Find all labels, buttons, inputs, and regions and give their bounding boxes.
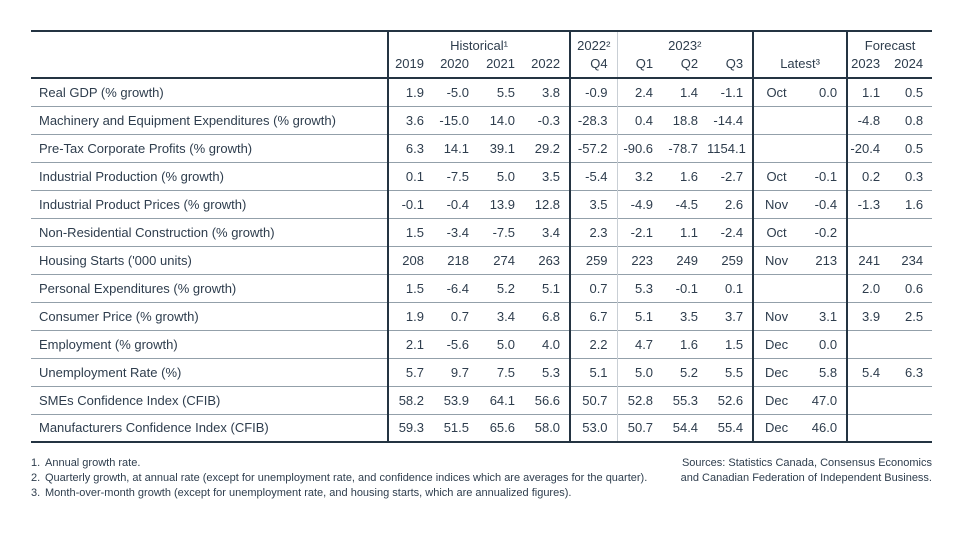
value-2022: 4.0 [541, 336, 561, 352]
latest-value: 213 [815, 252, 838, 268]
value-2023-q1: 5.3 [617, 274, 662, 302]
table-row [31, 134, 932, 162]
value-2023-q2: -0.1 [675, 280, 699, 296]
forecast-2024: 1.6 [905, 196, 924, 212]
value-2023-q2: 3.5 [679, 308, 699, 324]
value-2019: 208 [388, 246, 433, 274]
value-2023-q1: 223 [617, 246, 662, 274]
value-2023-q2: 5.2 [679, 364, 699, 380]
value-2022: 263 [538, 252, 561, 268]
latest-value: 5.8 [818, 364, 838, 380]
row-label: Real GDP (% growth) [39, 84, 164, 100]
value-2023-q2: 249 [676, 252, 699, 268]
value-2023-q1: -90.6 [617, 134, 662, 162]
value-2023-q2: 1.6 [679, 168, 699, 184]
forecast-2023: 3.9 [847, 302, 889, 330]
footnotes [31, 456, 647, 501]
col-header-forecast-2024: 2024 [894, 56, 924, 71]
latest-month: Dec [753, 358, 799, 386]
row-label: Industrial Production (% growth) [39, 168, 224, 184]
forecast-2023: -20.4 [847, 134, 889, 162]
value-2019: 6.3 [388, 134, 433, 162]
forecast-2023: 241 [847, 246, 889, 274]
latest-month: Oct [753, 218, 799, 246]
value-2020: -7.5 [446, 168, 469, 184]
value-2023-q1: 0.4 [617, 106, 662, 134]
forecast-2024: 6.3 [905, 364, 924, 380]
value-2023-q2: -4.5 [675, 196, 699, 212]
value-2019: -0.1 [388, 190, 433, 218]
value-2022: 3.8 [541, 84, 561, 100]
forecast-2023: 1.1 [847, 78, 889, 106]
value-2021: 5.0 [496, 168, 515, 184]
forecast-2024: 0.3 [905, 168, 924, 184]
value-2021: 5.2 [496, 280, 515, 296]
historical-group-header: Historical¹ [388, 31, 570, 54]
table-row [31, 330, 932, 358]
forecast-2023: 5.4 [847, 358, 889, 386]
value-2023-q2: 54.4 [672, 420, 699, 436]
col-header-2019: 2019 [388, 54, 433, 78]
value-2021: 5.5 [496, 84, 515, 100]
latest-value: -0.4 [814, 196, 838, 212]
latest-month: Oct [753, 78, 799, 106]
value-2023-q1: 5.1 [617, 302, 662, 330]
value-2022-q4: 2.2 [570, 330, 617, 358]
sources-line-2: and Canadian Federation of Independent Business. [680, 472, 932, 484]
economic-indicators-table [31, 30, 932, 443]
value-2021: 5.0 [496, 336, 515, 352]
latest-value [799, 274, 847, 302]
2023-group-header: 2023² [617, 31, 753, 54]
value-2021: 39.1 [489, 140, 515, 156]
value-2022: 3.5 [541, 168, 561, 184]
value-2020: 9.7 [450, 364, 469, 380]
forecast-2023: 2.0 [847, 274, 889, 302]
value-2019: 1.9 [388, 302, 433, 330]
value-2020: 218 [447, 252, 469, 268]
row-label: SMEs Confidence Index (CFIB) [39, 392, 221, 408]
value-2021: 274 [493, 252, 515, 268]
value-2023-q2: 55.3 [672, 392, 699, 408]
forecast-2024: 0.5 [905, 84, 924, 100]
value-2021: 65.6 [489, 420, 515, 436]
sources [681, 456, 932, 486]
latest-month [753, 274, 799, 302]
footnote-number: 2. [31, 472, 41, 484]
table-row [31, 190, 932, 218]
footnote-number: 3. [31, 487, 41, 499]
value-2021: 64.1 [489, 392, 515, 408]
forecast-2024: 0.8 [905, 112, 924, 128]
col-header-q1: Q1 [617, 54, 662, 78]
footnote-text: Month-over-month growth (except for unemployment rate, and housing starts, which are annualized figures). [45, 487, 572, 499]
value-2023-q1: 2.4 [617, 78, 662, 106]
forecast-group-header: Forecast [847, 31, 932, 54]
table-row [31, 78, 932, 106]
value-2022-q4: 53.0 [570, 414, 617, 442]
footnote-text: Annual growth rate. [45, 457, 141, 469]
value-2023-q1: -2.1 [617, 218, 662, 246]
forecast-2024 [889, 386, 932, 414]
forecast-2023: 0.2 [847, 162, 889, 190]
value-2020: -3.4 [446, 224, 469, 240]
latest-month [753, 106, 799, 134]
latest-value: -0.2 [814, 224, 838, 240]
row-label: Pre-Tax Corporate Profits (% growth) [39, 140, 253, 156]
value-2021: -7.5 [492, 224, 515, 240]
col-header-2022: 2022 [531, 56, 561, 71]
group-header-row [31, 31, 932, 54]
latest-month [753, 134, 799, 162]
value-2023-q3: 52.6 [717, 392, 744, 408]
value-2023-q1: 50.7 [617, 414, 662, 442]
value-2022-q4: 6.7 [570, 302, 617, 330]
value-2019: 2.1 [388, 330, 433, 358]
value-2022: 29.2 [534, 140, 561, 156]
value-2019: 59.3 [388, 414, 433, 442]
value-2022: 12.8 [534, 196, 561, 212]
value-2023-q3: 0.1 [724, 280, 744, 296]
value-2022-q4: 50.7 [570, 386, 617, 414]
value-2019: 1.5 [388, 274, 433, 302]
value-2020: -15.0 [439, 112, 469, 128]
value-2023-q3: -2.7 [720, 168, 744, 184]
value-2022: 5.3 [541, 364, 561, 380]
value-2022-q4: -0.9 [570, 78, 617, 106]
value-2023-q1: -4.9 [617, 190, 662, 218]
col-header-q2: Q2 [680, 56, 699, 71]
value-2023-q3: -2.4 [720, 224, 744, 240]
latest-value: 46.0 [811, 420, 838, 436]
latest-value: 3.1 [818, 308, 838, 324]
forecast-2024 [889, 218, 932, 246]
latest-value: 0.0 [818, 84, 838, 100]
value-2022-q4: 259 [570, 246, 617, 274]
latest-value: 0.0 [818, 336, 838, 352]
value-2022: 5.1 [541, 280, 561, 296]
footnote-line [31, 486, 647, 501]
value-2023-q3: -1.1 [720, 84, 744, 100]
value-2022: 3.4 [541, 224, 561, 240]
forecast-2024: 0.5 [905, 140, 924, 156]
latest-month: Dec [753, 330, 799, 358]
value-2023-q2: 1.4 [679, 84, 699, 100]
value-2023-q2: 1.6 [679, 336, 699, 352]
row-label: Manufacturers Confidence Index (CFIB) [39, 420, 269, 436]
col-header-q3: Q3 [725, 56, 744, 71]
value-2023-q3: 55.4 [717, 420, 744, 436]
footnote-text: Quarterly growth, at annual rate (except for unemployment rate, and confidence indices which are averages for the quarter). [45, 472, 648, 484]
value-2023-q1: 3.2 [617, 162, 662, 190]
value-2023-q3: 1.5 [724, 336, 744, 352]
value-2022: 6.8 [541, 308, 561, 324]
notes-section [31, 456, 932, 501]
table-row [31, 414, 932, 442]
row-label: Unemployment Rate (%) [39, 364, 182, 380]
forecast-2024 [889, 330, 932, 358]
value-2023-q2: 18.8 [672, 112, 699, 128]
value-2020: -6.4 [446, 280, 469, 296]
table-row [31, 246, 932, 274]
latest-month: Nov [753, 190, 799, 218]
value-2019: 58.2 [388, 386, 433, 414]
value-2023-q2: 1.1 [679, 224, 699, 240]
forecast-2023: -1.3 [847, 190, 889, 218]
value-2020: -5.6 [446, 336, 469, 352]
forecast-2024: 2.5 [905, 308, 924, 324]
table-row [31, 218, 932, 246]
value-2023-q3: -14.4 [713, 112, 744, 128]
value-2022: -0.3 [537, 112, 561, 128]
value-2022: 58.0 [534, 420, 561, 436]
value-2022-q4: 3.5 [570, 190, 617, 218]
latest-value: -0.1 [814, 168, 838, 184]
value-2023-q3: 3.7 [724, 308, 744, 324]
table-header [31, 31, 932, 78]
latest-month: Dec [753, 386, 799, 414]
value-2019: 1.9 [388, 78, 433, 106]
value-2021: 14.0 [489, 112, 515, 128]
2022-group-header: 2022² [570, 31, 617, 54]
latest-value [799, 106, 847, 134]
value-2023-q1: 4.7 [617, 330, 662, 358]
value-2023-q3: 5.5 [724, 364, 744, 380]
col-header-2021: 2021 [486, 56, 515, 71]
table-row [31, 358, 932, 386]
table-row [31, 162, 932, 190]
row-label: Personal Expenditures (% growth) [39, 280, 237, 296]
table-row [31, 386, 932, 414]
forecast-2024 [889, 414, 932, 442]
value-2021: 7.5 [496, 364, 515, 380]
latest-value [799, 134, 847, 162]
col-header-forecast-2023: 2023 [847, 54, 889, 78]
value-2022-q4: 5.1 [570, 358, 617, 386]
value-2022-q4: -5.4 [570, 162, 617, 190]
forecast-2023: -4.8 [847, 106, 889, 134]
row-label: Machinery and Equipment Expenditures (% growth) [39, 112, 336, 128]
forecast-2024: 234 [901, 252, 924, 268]
value-2023-q2: -78.7 [668, 140, 699, 156]
forecast-2024: 0.6 [905, 280, 924, 296]
footnote-number: 1. [31, 457, 41, 469]
value-2022-q4: 0.7 [570, 274, 617, 302]
value-2023-q3: 2.6 [724, 196, 744, 212]
row-label: Non-Residential Construction (% growth) [39, 224, 275, 240]
table-row [31, 274, 932, 302]
table-row [31, 106, 932, 134]
col-header-2020: 2020 [440, 56, 469, 71]
value-2023-q1: 52.8 [617, 386, 662, 414]
row-label: Industrial Product Prices (% growth) [39, 196, 247, 212]
value-2020: -5.0 [446, 84, 469, 100]
col-header-q4: Q4 [570, 54, 617, 78]
value-2019: 5.7 [388, 358, 433, 386]
latest-month: Oct [753, 162, 799, 190]
forecast-2023 [847, 386, 889, 414]
value-2019: 1.5 [388, 218, 433, 246]
sources-line-1: Sources: Statistics Canada, Consensus Economics [681, 457, 932, 469]
value-2022: 56.6 [534, 392, 561, 408]
latest-value: 47.0 [811, 392, 838, 408]
row-label-header-blank [31, 31, 388, 78]
value-2020: 53.9 [443, 392, 469, 408]
latest-month: Nov [753, 246, 799, 274]
table-body [31, 78, 932, 442]
value-2023-q3: 1154.1 [707, 140, 746, 156]
row-label: Housing Starts ('000 units) [39, 252, 192, 268]
value-2023-q3: 259 [721, 252, 744, 268]
row-label: Employment (% growth) [39, 336, 178, 352]
value-2021: 3.4 [496, 308, 515, 324]
value-2020: 51.5 [443, 420, 469, 436]
footnote-line [31, 471, 647, 486]
value-2022-q4: 2.3 [570, 218, 617, 246]
value-2019: 3.6 [388, 106, 433, 134]
forecast-2023 [847, 218, 889, 246]
latest-month: Nov [753, 302, 799, 330]
value-2022-q4: -28.3 [570, 106, 617, 134]
table-row [31, 302, 932, 330]
row-label: Consumer Price (% growth) [39, 308, 199, 324]
value-2023-q1: 5.0 [617, 358, 662, 386]
value-2020: 0.7 [450, 308, 469, 324]
value-2020: -0.4 [446, 196, 469, 212]
footnote-line [31, 456, 647, 471]
value-2020: 14.1 [443, 140, 469, 156]
latest-group-header: Latest³ [753, 31, 847, 78]
value-2022-q4: -57.2 [570, 134, 617, 162]
latest-month: Dec [753, 414, 799, 442]
forecast-2023 [847, 414, 889, 442]
forecast-2023 [847, 330, 889, 358]
value-2019: 0.1 [388, 162, 433, 190]
value-2021: 13.9 [489, 196, 515, 212]
